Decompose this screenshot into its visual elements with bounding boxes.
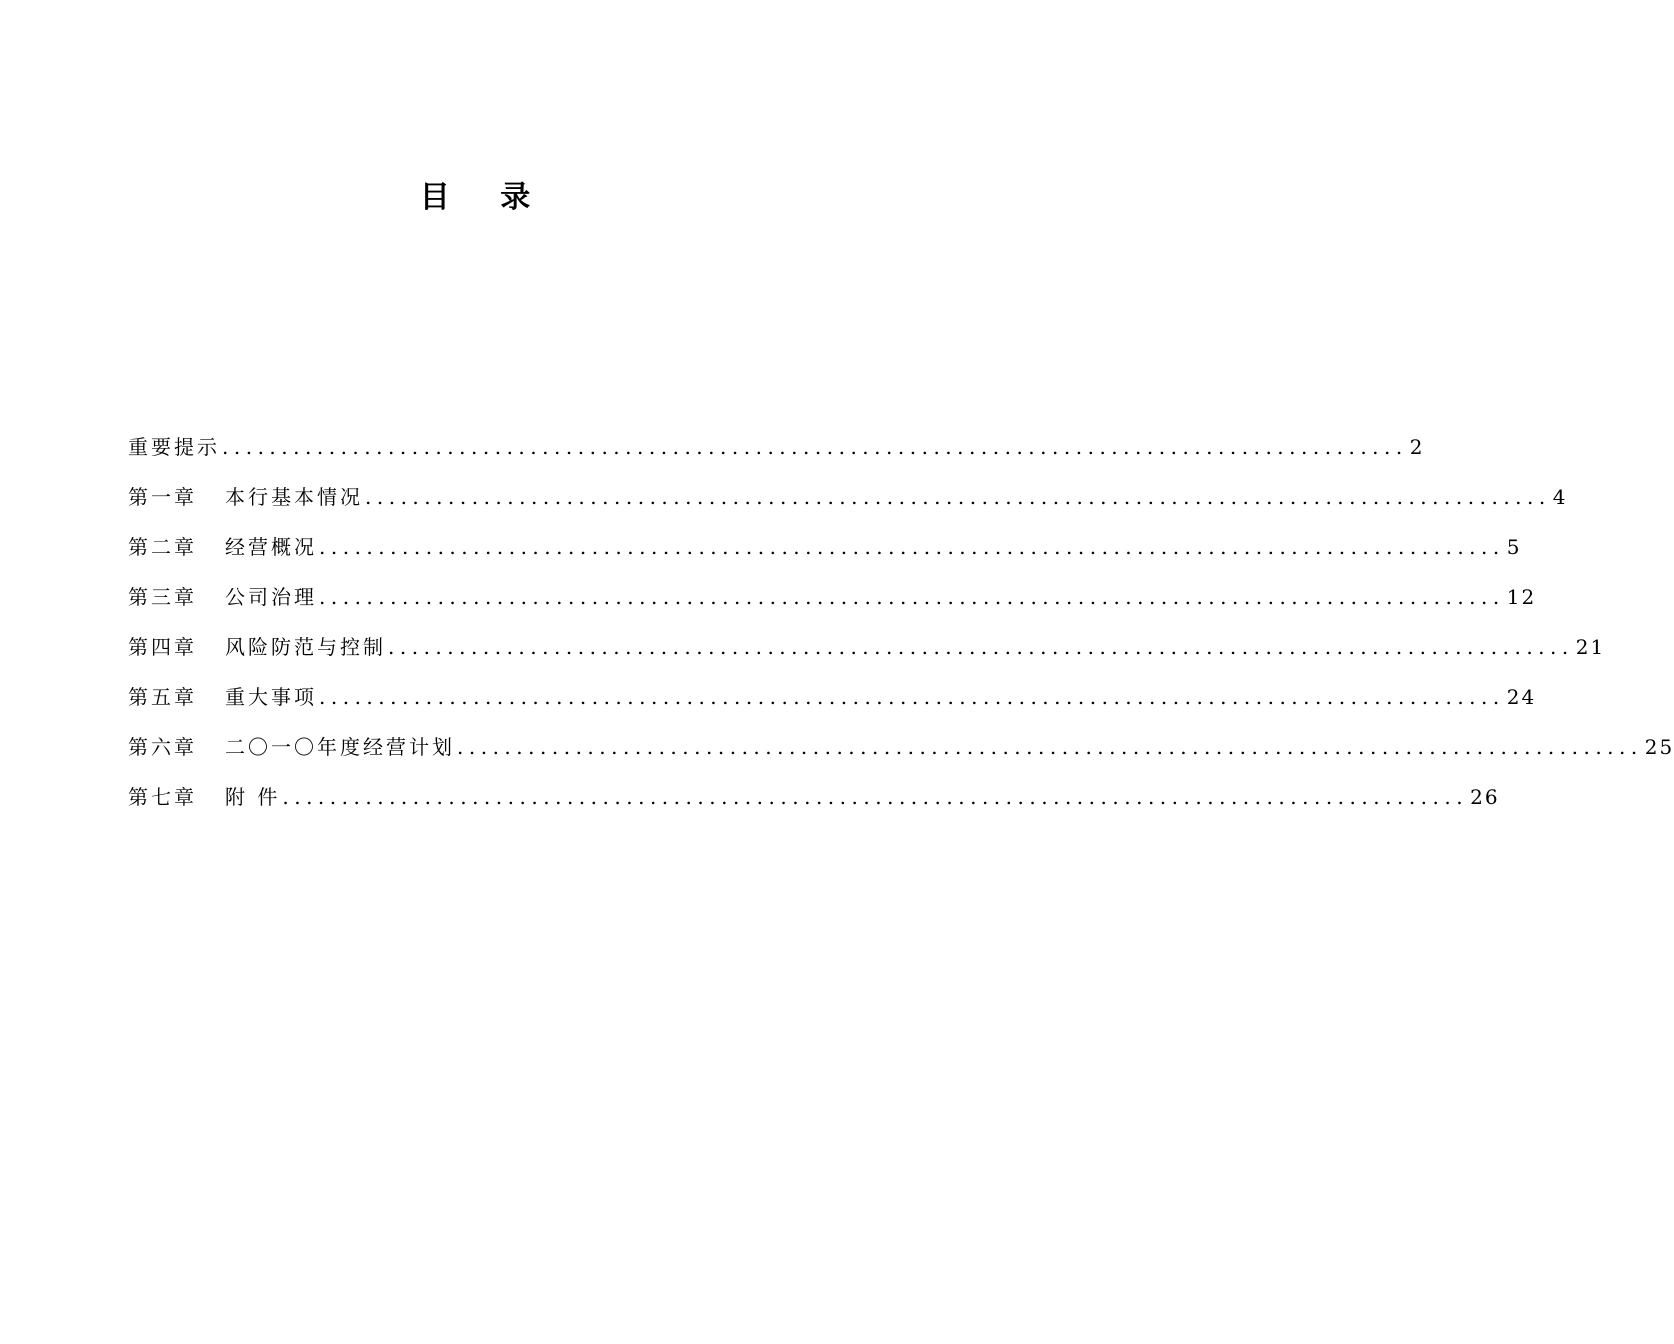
- page-title: 目 录: [419, 180, 551, 215]
- toc-page-number: 12: [1506, 585, 1537, 609]
- toc-dot-leader: ....................................................................................................: [222, 435, 1408, 459]
- toc-entry-chapter-7[interactable]: [128, 780, 1500, 830]
- toc-entry-title: 经营概况: [225, 535, 317, 559]
- toc-dot-leader: ....................................................................................................: [319, 535, 1505, 559]
- toc-chapter-label: 第五章: [128, 685, 197, 709]
- toc-dot-leader: ....................................................................................................: [457, 735, 1643, 759]
- toc-chapter-label: 第一章: [128, 485, 197, 509]
- toc-chapter-label: 第七章: [128, 785, 197, 809]
- toc-entry-chapter-6[interactable]: [128, 730, 1674, 780]
- toc-dot-leader: ....................................................................................................: [282, 785, 1469, 809]
- toc-dot-leader: ....................................................................................................: [319, 585, 1505, 609]
- toc-entry-chapter-3[interactable]: [128, 580, 1537, 630]
- toc-entry-title: 本行基本情况: [225, 485, 363, 509]
- toc-entry-chapter-4[interactable]: [128, 630, 1606, 680]
- toc-page-number: 4: [1552, 485, 1568, 509]
- toc-page-number: 2: [1409, 435, 1425, 459]
- toc-page-number: 5: [1506, 535, 1522, 559]
- toc-chapter-label: 第二章: [128, 535, 197, 559]
- toc-entry-important-notice[interactable]: [128, 430, 1425, 480]
- toc-chapter-label: 第三章: [128, 585, 197, 609]
- toc-entry-title: 重大事项: [225, 685, 317, 709]
- toc-page-number: 26: [1470, 785, 1500, 809]
- toc-entry-title: 附 件: [225, 785, 281, 809]
- toc-dot-leader: ....................................................................................................: [388, 635, 1574, 659]
- table-of-contents: [128, 430, 1674, 830]
- toc-entry-title: 二〇一〇年度经营计划: [225, 735, 455, 759]
- toc-entry-title: 重要提示: [128, 435, 220, 459]
- toc-page-number: 24: [1506, 685, 1537, 709]
- toc-chapter-label: 第六章: [128, 735, 197, 759]
- toc-entry-title: 公司治理: [225, 585, 317, 609]
- toc-dot-leader: ....................................................................................................: [365, 485, 1551, 509]
- toc-page-number: 25: [1644, 735, 1674, 759]
- toc-page-number: 21: [1575, 635, 1606, 659]
- toc-chapter-label: 第四章: [128, 635, 197, 659]
- toc-entry-chapter-5[interactable]: [128, 680, 1537, 730]
- toc-entry-chapter-1[interactable]: [128, 480, 1568, 530]
- toc-entry-chapter-2[interactable]: [128, 530, 1522, 580]
- toc-dot-leader: ....................................................................................................: [319, 685, 1505, 709]
- toc-entry-title: 风险防范与控制: [225, 635, 386, 659]
